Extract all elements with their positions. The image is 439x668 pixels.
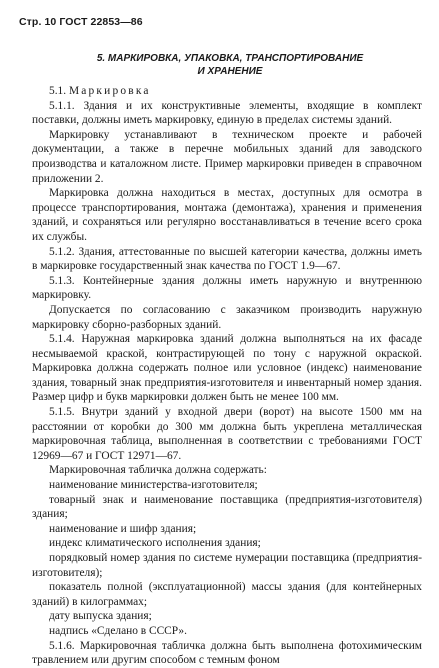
list-item: индекс климатического исполнения здания; (49, 537, 261, 550)
section-title-line-1: 5. МАРКИРОВКА, УПАКОВКА, ТРАНСПОРТИРОВАНИЕ (96, 53, 364, 64)
list-item: показатель полной (эксплуатационной) массы здания (для контейнерных зданий) в килограммах; (32, 581, 422, 608)
list-item: наименование министерства-изготовителя; (49, 479, 258, 492)
section-title-line-2: И ХРАНЕНИЕ (197, 66, 263, 77)
paragraph: Маркировка должна находиться в местах, доступных для осмотра в процессе транспортирования, монтажа (демонтажа), хранения и применения зданий, и сохраняться или регулярно восстанавливаться в течение всего срока их службы. (32, 187, 422, 243)
list-item: порядковый номер здания по системе нумерации поставщика (предприятия-изготовителя); (32, 552, 422, 579)
section-title (40, 52, 420, 78)
subsection-number: 5.1. (49, 85, 69, 97)
paragraph: Маркировку устанавливают в техническом проекте и рабочей документации, а также в перечне мобильных зданий для заводского производства и каталожном листе. Пример маркировки приведен в справочном приложении 2. (32, 128, 422, 185)
page-header: Стр. 10 ГОСТ 22853—86 (19, 16, 143, 28)
document-body (32, 84, 422, 668)
paragraph: 5.1.1. Здания и их конструктивные элементы, входящие в комплект поставки, должны иметь маркировку, единую в пределах системы зданий. (32, 99, 422, 127)
paragraph: 5.1.6. Маркировочная табличка должна быть выполнена фотохимическим травлением или другим способом с темным фоном (32, 639, 422, 667)
list-item: дату выпуска здания; (49, 610, 152, 623)
paragraph: 5.1.2. Здания, аттестованные по высшей категории качества, должны иметь в маркировке государственный знак качества по ГОСТ 1.9—67. (32, 245, 422, 273)
list-item: надпись «Сделано в СССР». (49, 624, 187, 637)
paragraph: 5.1.4. Наружная маркировка зданий должна выполняться на их фасаде несмываемой краской, контрастирующей по тону с наружной окраской. Маркировка должна содержать полное или условное (индекс) наименование здания, товарный знак предприятия-изготовителя и инвентарный номер здания. Размер цифр и букв маркировки должен быть не менее 100 мм. (32, 333, 422, 404)
list-item: товарный знак и наименование поставщика (предприятия-изготовителя) здания; (32, 493, 422, 521)
subsection-heading (32, 84, 422, 99)
list-item: наименование и шифр здания; (49, 522, 197, 535)
paragraph: 5.1.5. Внутри зданий у входной двери (ворот) на высоте 1500 мм на расстоянии от коробки до 300 мм должна быть укреплена металлическая маркировочная таблица, выполненная в соответствии с требованиями ГОСТ 12969—67 и ГОСТ 12971—67. (32, 406, 422, 462)
paragraph: 5.1.3. Контейнерные здания должны иметь наружную и внутреннюю маркировку. (32, 274, 422, 302)
paragraph: Допускается по согласованию с заказчиком производить наружную маркировку сборно-разборных зданий. (32, 303, 422, 331)
paragraph: Маркировочная табличка должна содержать: (49, 464, 267, 477)
subsection-title: Маркировка (68, 85, 151, 97)
